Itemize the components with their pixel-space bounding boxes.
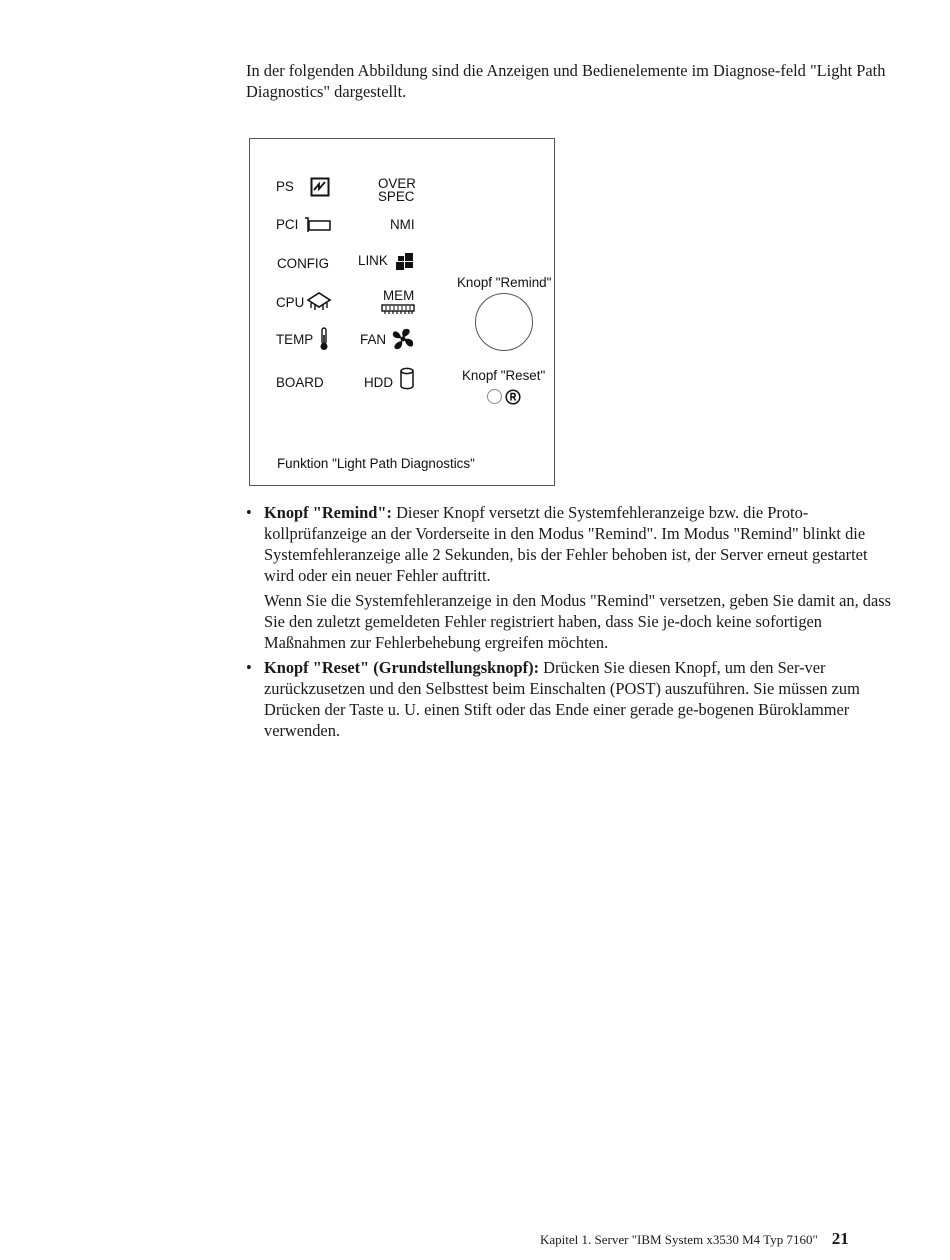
label-ps: PS xyxy=(276,179,294,194)
fan-icon xyxy=(391,327,415,351)
remind-button-label: Knopf "Remind" xyxy=(457,275,552,290)
remind-button[interactable] xyxy=(475,293,533,351)
label-temp: TEMP xyxy=(276,332,314,347)
label-pci: PCI xyxy=(276,217,299,232)
page-footer xyxy=(540,1229,892,1249)
page-number: 21 xyxy=(831,1229,849,1248)
registered-r-icon xyxy=(505,389,521,405)
list-item xyxy=(246,502,894,653)
label-spec: SPEC xyxy=(378,189,415,204)
link-icon xyxy=(395,252,415,272)
label-fan: FAN xyxy=(360,332,387,347)
label-mem: MEM xyxy=(383,288,415,303)
label-nmi: NMI xyxy=(390,217,415,232)
reset-button[interactable] xyxy=(487,389,502,404)
pci-card-icon xyxy=(304,217,332,233)
bullet-text: Drücken Sie diesen Knopf, um den Ser-ver zurückzusetzen und den Selbsttest beim Einschalten (POST) auszuführen. Sie müssen zum Drücken der Taste u. U. einen Stift oder das Ende einer gerade ge-bogenen Büroklammer verwenden. xyxy=(264,658,860,740)
figure-caption: Funktion "Light Path Diagnostics" xyxy=(277,456,475,471)
bullet-dot: • xyxy=(246,658,252,677)
power-supply-icon xyxy=(310,177,330,197)
label-hdd: HDD xyxy=(364,375,394,390)
list-item xyxy=(246,657,894,741)
cpu-chip-icon xyxy=(306,291,332,311)
memory-module-icon xyxy=(381,304,415,315)
bullet-term: Knopf "Remind": xyxy=(264,503,392,522)
light-path-diagnostics-figure xyxy=(249,138,555,486)
reset-button-label: Knopf "Reset" xyxy=(462,368,546,383)
bullet-term: Knopf "Reset" (Grundstellungsknopf): xyxy=(264,658,540,677)
bullet-text: Dieser Knopf versetzt die Systemfehleranzeige bzw. die Proto-kollprüfanzeige an der Vorderseite in den Modus "Remind". Im Modus "Remind" blinkt die Systemfehleranzeige alle 2 Sekunden, bis der Fehler behoben ist, der Server erneut gestartet wird oder ein neuer Fehler auftritt. xyxy=(264,503,868,585)
bullet-paragraph xyxy=(264,657,894,741)
hard-disk-icon xyxy=(399,367,415,391)
label-config: CONFIG xyxy=(277,256,330,271)
bullet-list xyxy=(246,502,894,745)
bullet-dot: • xyxy=(246,503,252,522)
footer-chapter: Kapitel 1. Server "IBM System x3530 M4 Typ 7160" xyxy=(540,1232,818,1247)
bullet-paragraph xyxy=(264,502,894,586)
intro-paragraph: In der folgenden Abbildung sind die Anzeigen und Bedienelemente im Diagnose-feld "Light Path Diagnostics" dargestellt. xyxy=(246,61,886,101)
label-board: BOARD xyxy=(276,375,324,390)
thermometer-icon xyxy=(318,327,330,351)
label-link: LINK xyxy=(358,253,388,268)
bullet-paragraph-2: Wenn Sie die Systemfehleranzeige in den Modus "Remind" versetzen, geben Sie damit an, dass Sie den zuletzt gemeldeten Fehler registriert haben, dass Sie je-doch keine sofortigen Maßnahmen zur Fehlerbehebung ergreifen möchten. xyxy=(264,591,892,652)
label-cpu: CPU xyxy=(276,295,305,310)
label-over: OVER xyxy=(378,176,416,191)
